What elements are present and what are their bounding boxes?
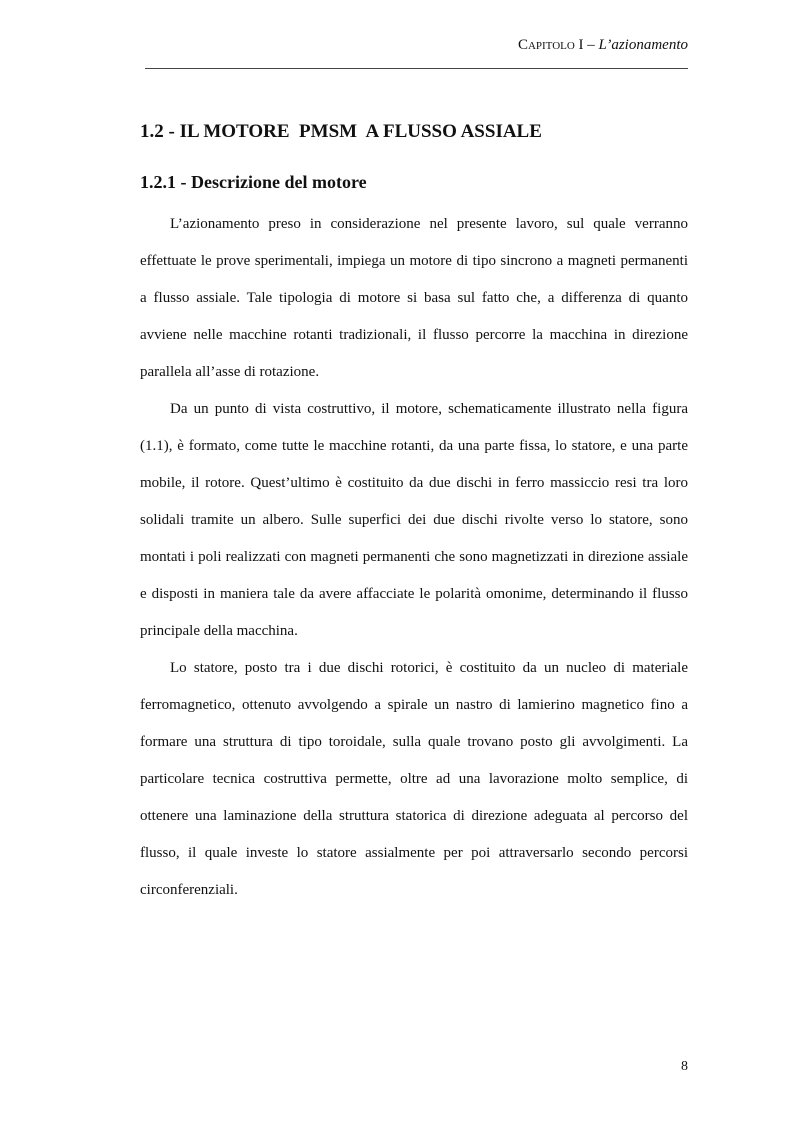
header-separator: –	[583, 37, 599, 53]
chapter-title: L’azionamento	[598, 37, 688, 53]
running-header	[518, 35, 688, 55]
page-number: 8	[681, 1059, 688, 1074]
section-title: 1.2 - IL MOTORE PMSM A FLUSSO ASSIALE	[140, 121, 542, 142]
paragraph: Lo statore, posto tra i due dischi rotorici, è costituito da un nucleo di materiale ferromagnetico, ottenuto avvolgendo a spirale un nastro di lamierino magnetico fino a formare una struttura di tipo toroidale, sulla quale trovano posto gli avvolgimenti. La particolare tecnica costruttiva permette, oltre ad una lavorazione molto semplice, di ottenere una laminazione della struttura statorica di direzione adeguata al percorso del flusso, il quale investe lo statore assialmente per poi attraversarlo secondo percorsi circonferenziali.	[140, 660, 688, 898]
chapter-label: Capitolo I	[517, 37, 584, 53]
paragraph: L’azionamento preso in considerazione nel presente lavoro, sul quale verranno effettuate le prove sperimentali, impiega un motore di tipo sincrono a magneti permanenti a flusso assiale. Tale tipologia di motore si basa sul fatto che, a differenza di quanto avviene nelle macchine rotanti tradizionali, il flusso percorre la macchina in direzione parallela all’asse di rotazione.	[140, 216, 688, 380]
subsection-title: 1.2.1 - Descrizione del motore	[140, 172, 367, 192]
header-rule	[145, 68, 688, 69]
paragraph: Da un punto di vista costruttivo, il motore, schematicamente illustrato nella figura (1.1), è formato, come tutte le macchine rotanti, da una parte fissa, lo statore, e una parte mobile, il rotore. Quest’ultimo è costituito da due dischi in ferro massiccio resi tra loro solidali tramite un albero. Sulle superfici dei due dischi rivolte verso lo statore, sono montati i poli realizzati con magneti permanenti che sono magnetizzati in direzione assiale e disposti in maniera tale da avere affacciate le polarità omonime, determinando il flusso principale della macchina.	[140, 401, 688, 639]
body-text	[140, 206, 688, 909]
